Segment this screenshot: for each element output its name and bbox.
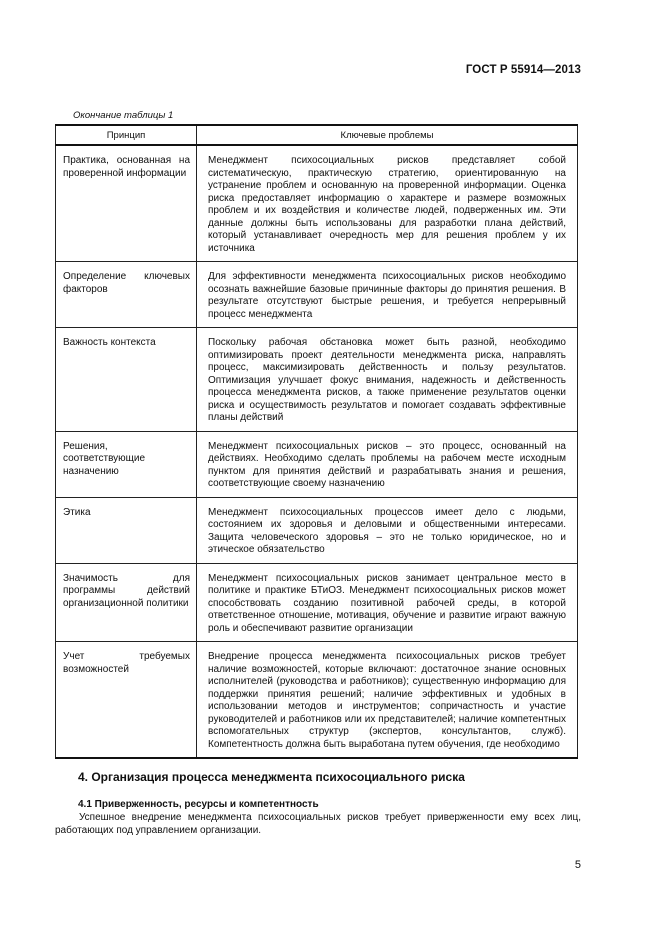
page-number: 5 bbox=[574, 859, 581, 871]
table-row bbox=[56, 328, 578, 432]
table-row bbox=[56, 431, 578, 497]
issue-cell: Внедрение процесса менеджмента психосоциальных рисков требует наличие возможностей, которые включают: достаточное знание основных исполнителей (руководства и работников); существенную информацию для поддержки принятия решений; наличие эффективных и удобных в использовании методов и инструментов; сопричастность и участие руководителей и работников или их представителей; наличие компетентных вспомогательных структур (экспертов, консультантов, служб). Компетентность должна быть выработана путем обучения, где необходимо bbox=[197, 642, 578, 759]
principle-cell: Важность контекста bbox=[56, 328, 197, 432]
principle-cell: Решения, соответствующие назначению bbox=[56, 431, 197, 497]
subsection-title: 4.1 Приверженность, ресурсы и компетентность bbox=[78, 799, 319, 810]
table-row bbox=[56, 563, 578, 642]
table-row bbox=[56, 642, 578, 759]
issue-cell: Менеджмент психосоциальных процессов имеет дело с людьми, состоянием их здоровья и деловыми и общественными интересами. Защита человеческого здоровья – это не только юридическое, но и этическое обязательство bbox=[197, 497, 578, 563]
issue-cell: Менеджмент психосоциальных рисков – это процесс, основанный на действиях. Необходимо сделать проблемы на рабочем месте исходным пунктом для принятия действий и разрабатывать знания и решения, соответствующие своему назначению bbox=[197, 431, 578, 497]
table-row bbox=[56, 497, 578, 563]
issue-cell: Поскольку рабочая обстановка может быть разной, необходимо оптимизировать проект деятельности менеджмента риска, направлять процесс, максимизировать действенность и пользу результатов. Оптимизация улучшает фокус внимания, надежность и действенность процесса менеджмента рисков, а также применение результатов оценки риска и осуществимость результатов и помогает создавать эффективные планы действий bbox=[197, 328, 578, 432]
table-caption: Окончание таблицы 1 bbox=[73, 110, 174, 121]
issue-cell: Менеджмент психосоциальных рисков представляет собой систематическую, практическую стратегию, ориентированную на устранение проблем и основанную на проверенной информации. Оценка риска предоставляет информацию о характере и размере возможных проблем и их воздействия и количестве людей, подверженных им. Эти данные должны быть использованы для разработки плана действий, который устанавливает очередность мер для решения проблем у их источника bbox=[197, 145, 578, 262]
table-row bbox=[56, 145, 578, 262]
principle-cell: Практика, основанная на проверенной информации bbox=[56, 145, 197, 262]
principle-cell: Учет требуемых возможностей bbox=[56, 642, 197, 759]
principle-cell: Значимость для программы действий организационной политики bbox=[56, 563, 197, 642]
principle-cell: Этика bbox=[56, 497, 197, 563]
table-header-row bbox=[56, 125, 578, 145]
table-row bbox=[56, 262, 578, 328]
issue-cell: Для эффективности менеджмента психосоциальных рисков необходимо осознать важнейшие базовые причинные факторы до принятия решения. В результате отсутствуют быстрые решения, и требуется непрерывный процесс менеджмента bbox=[197, 262, 578, 328]
body-paragraph: Успешное внедрение менеджмента психосоциальных рисков требует приверженности ему всех лиц, работающих под управлением организации. bbox=[55, 812, 581, 836]
section-title: 4. Организация процесса менеджмента психосоциального риска bbox=[78, 770, 465, 784]
principle-cell: Определение ключевых факторов bbox=[56, 262, 197, 328]
issue-cell: Менеджмент психосоциальных рисков занимает центральное место в политике и практике БТиОЗ. Менеджмент психосоциальных рисков может способствовать созданию позитивной рабочей среды, в которой ответственное отношение, мотивация, обучение и развитие играют важную роль и обеспечивают развитие организации bbox=[197, 563, 578, 642]
column-header-issues: Ключевые проблемы bbox=[197, 125, 578, 145]
principles-table bbox=[55, 124, 578, 759]
column-header-principle: Принцип bbox=[56, 125, 197, 145]
document-code: ГОСТ Р 55914—2013 bbox=[465, 64, 581, 76]
